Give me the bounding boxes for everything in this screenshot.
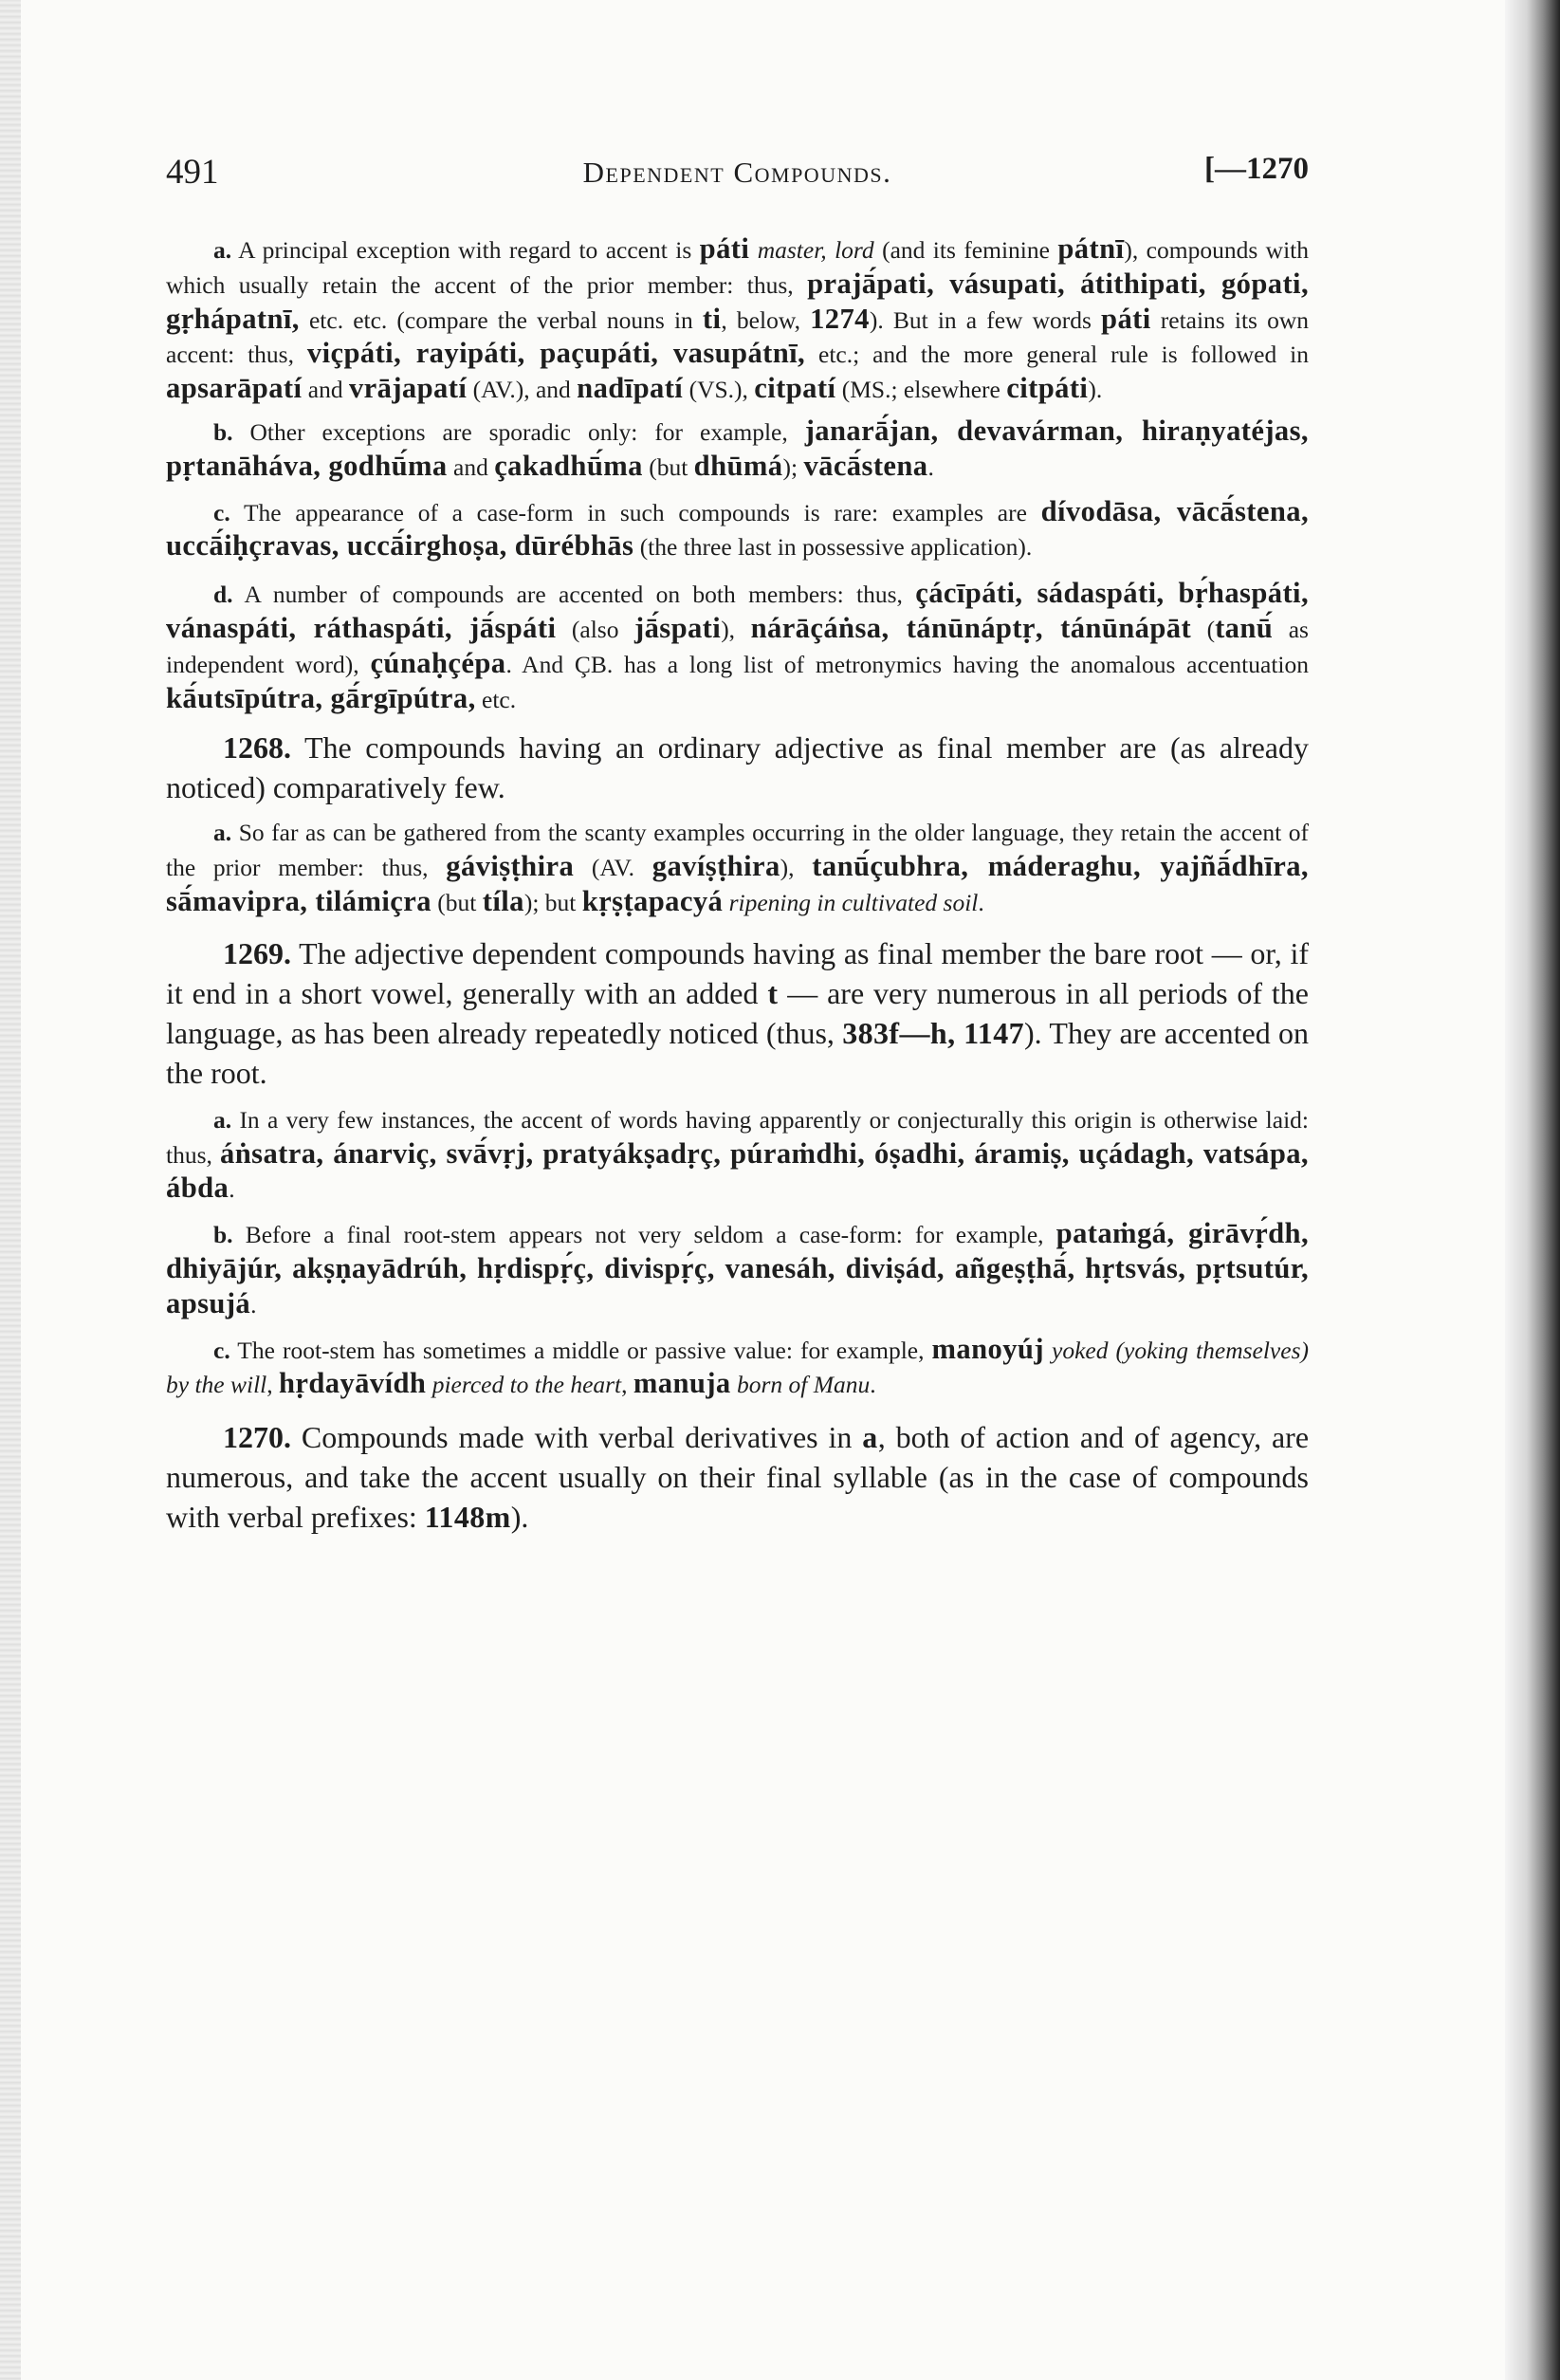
sanskrit-term: dívodāsa, vācā́stena, uccā́iḥçravas, uccā́irghoṣa, dūrébhās xyxy=(166,494,1309,563)
text-run: etc. etc. (compare the verbal nouns in xyxy=(299,305,703,334)
running-header xyxy=(166,152,1309,209)
text-run: Before a final root-stem appears not very seldom a case-form: for example, xyxy=(245,1221,1056,1249)
paragraph-label: 1270. xyxy=(223,1420,291,1455)
sanskrit-term: viçpáti, rayipáti, paçupáti, vasupátnī, xyxy=(306,337,806,370)
paragraph-label: a. xyxy=(213,819,232,847)
paragraph-1269a xyxy=(166,1104,1309,1207)
sanskrit-term: páti xyxy=(699,232,750,265)
text-run: . xyxy=(870,1371,876,1399)
text-run: The compounds having an ordinary adjective as final member are (as already noticed) comparatively few. xyxy=(166,730,1310,805)
running-title: Dependent Compounds. xyxy=(582,156,892,189)
sanskrit-term: apsarāpatí xyxy=(166,372,303,405)
paragraph-label: 1268. xyxy=(223,730,291,766)
paragraph-label: d. xyxy=(213,581,233,609)
paragraph-label: c. xyxy=(213,1336,230,1364)
paragraph-label: c. xyxy=(213,498,230,526)
sanskrit-term: citpáti xyxy=(1006,372,1089,405)
section-range: [—1270 xyxy=(1204,152,1309,186)
text-run: (but xyxy=(642,452,694,481)
paragraph-1267d xyxy=(166,577,1309,716)
text-run: ( xyxy=(1191,615,1216,643)
text-run: ). xyxy=(510,1500,529,1535)
text-run: (AV.), and xyxy=(467,376,578,404)
text-run: ). They are accented on the root. xyxy=(166,1015,1310,1090)
sanskrit-term: citpatí xyxy=(754,372,836,405)
sanskrit-term: manuja xyxy=(633,1367,731,1400)
text-run: — are very numerous in all periods of the language, as has been already repeatedly noticed (thus, xyxy=(166,975,1310,1050)
sanskrit-term: tanū́ xyxy=(1215,611,1274,644)
scan-left-edge xyxy=(0,0,21,2380)
sanskrit-term: çúnaḥçépa xyxy=(370,646,506,679)
text-run: Compounds made with verbal derivatives in xyxy=(301,1420,863,1455)
sanskrit-term: gáviṣṭhira xyxy=(446,850,575,883)
sanskrit-term: pátnī xyxy=(1057,232,1125,265)
paragraph-label: a. xyxy=(213,1105,232,1134)
paragraph-1269b xyxy=(166,1217,1309,1321)
paragraph-1267b xyxy=(166,415,1309,485)
sanskrit-term: áṅsatra, ánarviç, svā́vṛj, pratyákṣadṛç, púraṁdhi, óṣadhi, áramiṣ, uçádagh, vatsápa, ábda xyxy=(166,1136,1309,1205)
gloss: pierced to the heart xyxy=(431,1371,622,1399)
paragraph-1267a xyxy=(166,232,1309,407)
sanskrit-term: 1274 xyxy=(810,302,870,335)
sanskrit-term: vrājapatí xyxy=(348,372,468,405)
text-run: The adjective dependent compounds having as final member the bare root — or, if it end in a short vowel, generally with an added xyxy=(166,935,1310,1010)
sanskrit-term: 1148m xyxy=(424,1500,511,1535)
paragraph-label: b. xyxy=(213,1221,233,1249)
gloss: master, lord xyxy=(757,236,874,264)
text-run: In a very few instances, the accent of words having apparently or conjecturally this origin is otherwise laid: thus, xyxy=(166,1105,1310,1169)
sanskrit-term: pataṁgá, girāvṛ́dh, dhiyājúr, akṣṇayādrúh, hṛdispṛ́ç, divispṛ́ç, vanesáh, diviṣád, añgeṣṭhā́, hṛtsvás, pṛtsutúr, apsujá xyxy=(166,1217,1310,1319)
text-run: (VS.), xyxy=(683,376,755,404)
paragraph-1268 xyxy=(166,728,1309,807)
text-run: The root-stem has sometimes a middle or passive value: for example, xyxy=(237,1336,932,1364)
text-run: ). But in a few words xyxy=(869,305,1102,334)
text-run: etc. xyxy=(475,685,517,713)
page-body xyxy=(166,232,1309,1537)
sanskrit-term: páti xyxy=(1101,302,1151,335)
sanskrit-term: gavíṣṭhira xyxy=(652,850,780,883)
page-number: 491 xyxy=(166,153,219,192)
sanskrit-term: çakadhū́ma xyxy=(494,449,643,482)
text-run xyxy=(749,236,757,264)
text-run: The appearance of a case-form in such compounds is rare: examples are xyxy=(243,498,1041,526)
gloss: born of Manu xyxy=(736,1371,871,1399)
text-run: and xyxy=(447,452,495,481)
sanskrit-term: tanū́çubhra, máderaghu, yajñā́dhīra, sā́mavipra, tilámiçra xyxy=(166,850,1309,917)
text-run xyxy=(1044,1337,1052,1364)
paragraph-1269c xyxy=(166,1333,1309,1403)
text-run: ). xyxy=(1088,376,1103,404)
text-run: , both of action and of agency, are numerous, and take the accent usually on their final syllable (as in the case of compounds with verbal prefixes: xyxy=(166,1420,1310,1535)
sanskrit-term: tíla xyxy=(482,884,524,917)
sanskrit-term: hṛdayāvídh xyxy=(278,1367,427,1400)
text-run: ), xyxy=(721,615,751,643)
text-run: (MS.; elsewhere xyxy=(835,376,1007,404)
sanskrit-term: nadīpatí xyxy=(577,372,684,405)
text-run: (and its feminine xyxy=(873,236,1058,264)
text-run: A number of compounds are accented on both members: thus, xyxy=(244,581,916,609)
text-run: . xyxy=(978,888,984,916)
text-run: So far as can be gathered from the scanty examples occurring in the older language, they retain the accent of the prior member: thus, xyxy=(166,819,1310,882)
sanskrit-term: vācā́stena xyxy=(803,449,928,482)
gloss: ripening in cultivated soil xyxy=(728,888,979,916)
text-run: (but xyxy=(431,888,483,916)
text-run: ); xyxy=(782,452,804,481)
paragraph-1268a xyxy=(166,817,1309,919)
sanskrit-term: 383f—h, 1147 xyxy=(842,1015,1025,1050)
paragraph-label: b. xyxy=(213,417,233,446)
sanskrit-term: kṛṣṭapacyá xyxy=(581,884,724,917)
text-run: (the three last in possessive application). xyxy=(633,533,1033,562)
text-run: and xyxy=(302,376,349,404)
paragraph-1270 xyxy=(166,1417,1309,1537)
sanskrit-term: manoyúj xyxy=(931,1332,1044,1365)
paragraph-1269 xyxy=(166,933,1309,1093)
text-run: . And ÇB. has a long list of metronymics having the anomalous accentuation xyxy=(505,650,1309,678)
text-run: (also xyxy=(556,615,634,643)
text-run: , xyxy=(266,1371,279,1399)
text-run: as independent word), xyxy=(166,615,1309,678)
paragraph-1267c xyxy=(166,495,1309,565)
sanskrit-term: t xyxy=(767,975,779,1010)
text-run: . xyxy=(927,452,934,481)
text-run: ), xyxy=(780,854,813,882)
text-run: ); but xyxy=(523,888,582,916)
scan-right-edge xyxy=(1505,0,1560,2380)
text-run: , below, xyxy=(721,305,811,334)
text-run: retains its own accent: thus, xyxy=(166,305,1309,369)
sanskrit-term: dhūmá xyxy=(693,449,783,482)
sanskrit-term: ti xyxy=(702,302,722,335)
sanskrit-term: çácīpáti, sádaspáti, bṛ́haspáti, vánaspáti, ráthaspáti, jā́spáti xyxy=(166,577,1309,644)
paragraph-label: a. xyxy=(213,236,232,264)
sanskrit-term: a xyxy=(862,1420,878,1455)
sanskrit-term: janarā́jan, devavárman, hiraṇyatéjas, pṛtanāháva, godhū́ma xyxy=(166,414,1309,482)
sanskrit-term: kā́utsīpútra, gā́rgīpútra, xyxy=(166,681,476,714)
text-run: Other exceptions are sporadic only: for example, xyxy=(249,417,805,446)
text-run: , xyxy=(621,1371,633,1399)
text-run: ), compounds with which usually retain the accent of the prior member: thus, xyxy=(166,236,1310,299)
gloss: yoked (yoking themselves) by the will xyxy=(166,1336,1309,1399)
paragraph-label: 1269. xyxy=(223,935,291,970)
sanskrit-term: prajā́pati, vásupati, átithipati, gópati, gṛhápatnī, xyxy=(166,267,1309,335)
text-run: (AV. xyxy=(574,854,652,882)
text-run: A principal exception with regard to accent is xyxy=(238,236,700,264)
sanskrit-term: jā́spati xyxy=(633,611,722,644)
text-run: . xyxy=(250,1290,257,1319)
sanskrit-term: nárāçáṅsa, tánūnáptṛ, tánūnápāt xyxy=(750,611,1192,644)
text-run: etc.; and the more general rule is followed in xyxy=(805,341,1309,369)
text-run: . xyxy=(229,1175,235,1204)
